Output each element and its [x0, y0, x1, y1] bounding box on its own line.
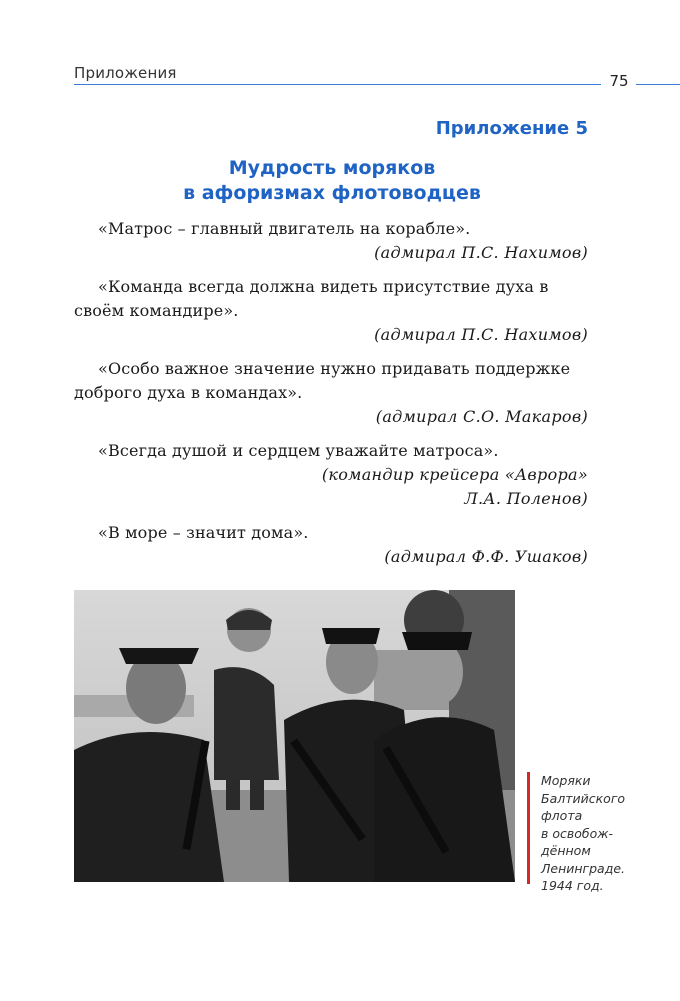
caption-accent-bar	[527, 772, 530, 884]
quote-author: (адмирал П.С. Нахимов)	[374, 243, 588, 262]
quote-text: «В море – значит дома».	[98, 523, 309, 542]
appendix-label: Приложение 5	[435, 118, 588, 139]
quote-item	[74, 275, 588, 347]
quote-item	[74, 217, 588, 265]
quote-author: (адмирал П.С. Нахимов)	[374, 325, 588, 344]
quote-text: «Всегда душой и сердцем уважайте матроса».	[98, 441, 499, 460]
quote-author-line-2: Л.А. Поленов)	[464, 489, 588, 508]
quote-item	[74, 521, 588, 569]
section-title-line-2: в афоризмах флотоводцев	[183, 182, 481, 204]
section-title	[74, 156, 590, 206]
running-head: Приложения	[74, 64, 177, 82]
quote-author: (адмирал Ф.Ф. Ушаков)	[384, 547, 588, 566]
historical-photo	[74, 590, 515, 882]
section-title-line-1: Мудрость моряков	[228, 157, 436, 179]
header-rule-right	[636, 84, 680, 85]
photo-illustration	[74, 590, 515, 882]
quote-item	[74, 439, 588, 511]
quotes-list	[74, 217, 588, 579]
header-rule-left	[74, 84, 601, 85]
quote-text: «Особо важное значение нужно придавать поддержке доброго духа в командах».	[74, 359, 571, 402]
quote-item	[74, 357, 588, 429]
quote-text: «Команда всегда должна видеть присутствие духа в своём командире».	[74, 277, 549, 320]
quote-author: (адмирал С.О. Макаров)	[375, 407, 588, 426]
photo-caption: Моряки Балтийского флота в освобож- дённом Ленинграде. 1944 год.	[541, 773, 626, 893]
quote-author: (командир крейсера «Аврора»	[321, 465, 588, 484]
quote-text: «Матрос – главный двигатель на корабле».	[98, 219, 471, 238]
page-number: 75	[609, 72, 629, 90]
